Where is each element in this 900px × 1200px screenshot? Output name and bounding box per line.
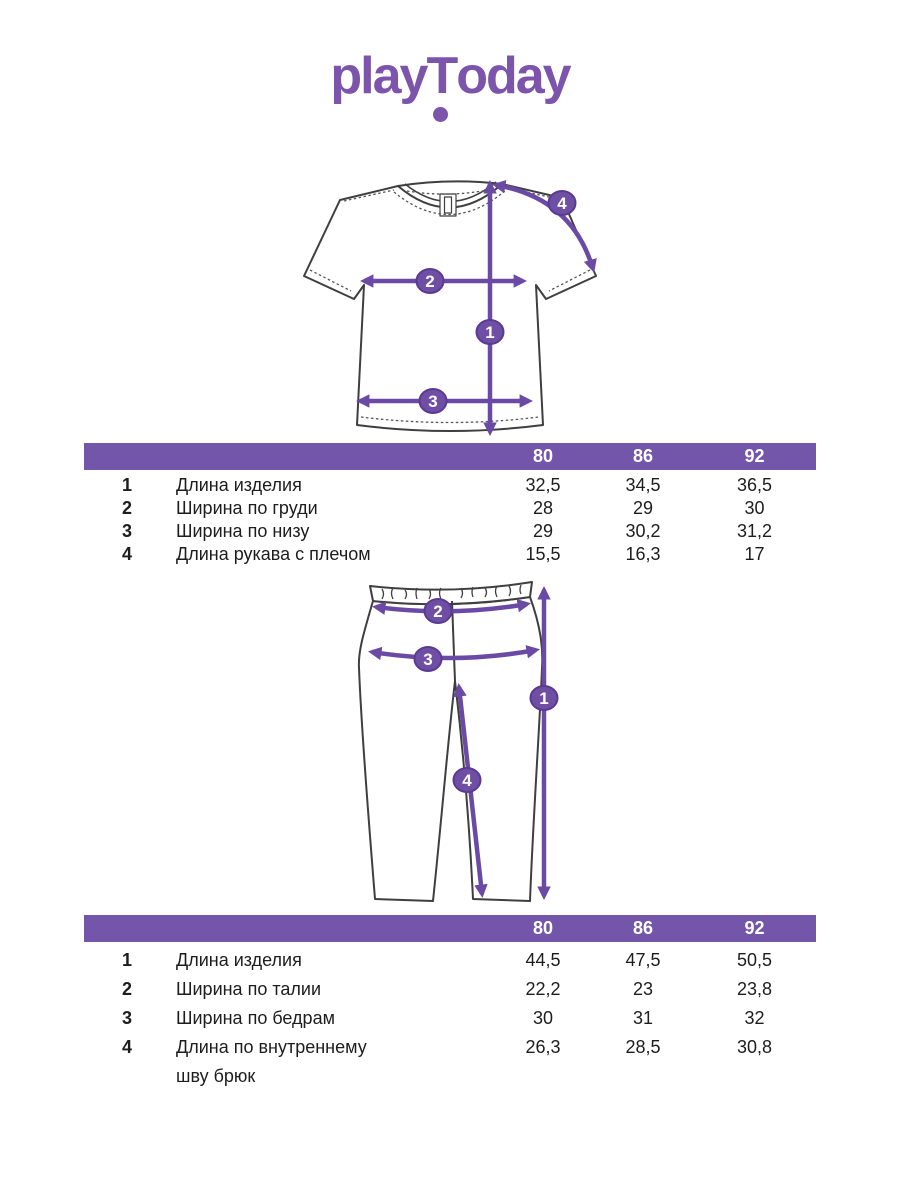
row-label: Длина изделия xyxy=(176,950,302,970)
value-cell: 23,8 xyxy=(736,979,773,999)
brand-logo xyxy=(0,46,900,106)
pants-badge-4 xyxy=(454,768,481,792)
value-cell: 29 xyxy=(532,521,554,541)
value-cell: 26,3 xyxy=(525,1037,561,1057)
value-cell: 28,5 xyxy=(625,1037,661,1057)
table-row xyxy=(84,520,816,543)
tshirt-badge-2 xyxy=(417,269,444,293)
size-col-80: 80 xyxy=(493,915,593,942)
row-label: Ширина по низу xyxy=(176,521,310,541)
pants-badge-3 xyxy=(415,647,442,671)
logo-text-oday: oday xyxy=(456,47,570,105)
row-label: Длина по внутреннему шву брюк xyxy=(176,1037,367,1086)
size-col-92: 92 xyxy=(693,915,816,942)
tshirt-badge-1 xyxy=(477,320,504,344)
value-cell: 32,5 xyxy=(525,475,561,495)
value-cell: 23 xyxy=(632,979,654,999)
row-label: Длина рукава с плечом xyxy=(176,544,371,564)
svg-text:1: 1 xyxy=(539,689,549,708)
row-label: Ширина по груди xyxy=(176,498,318,518)
value-cell: 36,5 xyxy=(736,475,773,495)
value-cell: 31 xyxy=(632,1008,654,1028)
header-spacer xyxy=(84,915,170,942)
tshirt-diagram xyxy=(280,170,620,448)
value-cell: 32 xyxy=(744,1008,765,1028)
pants-table-header-row xyxy=(84,915,816,942)
table-row xyxy=(84,975,816,1004)
value-cell: 16,3 xyxy=(625,544,661,564)
row-number: 2 xyxy=(121,979,132,999)
value-cell: 22,2 xyxy=(525,979,561,999)
pants-badge-1 xyxy=(531,686,558,710)
tshirt-table-header-row xyxy=(84,443,816,470)
row-number: 3 xyxy=(121,1008,132,1028)
header-spacer xyxy=(84,443,170,470)
pants-outline xyxy=(359,582,542,901)
svg-text:3: 3 xyxy=(423,650,433,669)
row-label: Ширина по бедрам xyxy=(176,1008,335,1028)
table-row xyxy=(84,497,816,520)
value-cell: 17 xyxy=(744,544,765,564)
svg-text:4: 4 xyxy=(462,771,472,790)
pants-badge-2 xyxy=(425,599,452,623)
value-cell: 47,5 xyxy=(625,950,661,970)
table-row xyxy=(84,1004,816,1033)
pants-size-table xyxy=(84,915,816,1091)
table-row xyxy=(84,543,816,566)
row-number: 4 xyxy=(121,544,132,564)
svg-text:2: 2 xyxy=(433,602,443,621)
value-cell: 30 xyxy=(532,1008,554,1028)
value-cell: 30,8 xyxy=(736,1037,773,1057)
row-number: 4 xyxy=(121,1037,132,1057)
tshirt-badge-3 xyxy=(420,389,447,413)
row-label: Длина изделия xyxy=(176,475,302,495)
size-col-92: 92 xyxy=(693,443,816,470)
value-cell: 28 xyxy=(532,498,554,518)
value-cell: 50,5 xyxy=(736,950,773,970)
value-cell: 15,5 xyxy=(525,544,561,564)
size-col-86: 86 xyxy=(593,915,693,942)
svg-text:3: 3 xyxy=(428,392,438,411)
size-col-86: 86 xyxy=(593,443,693,470)
value-cell: 29 xyxy=(632,498,654,518)
header-spacer xyxy=(170,443,493,470)
row-label: Ширина по талии xyxy=(176,979,321,999)
value-cell: 30 xyxy=(744,498,765,518)
table-row xyxy=(84,1033,816,1091)
value-cell: 44,5 xyxy=(525,950,561,970)
row-number: 1 xyxy=(121,475,132,495)
svg-text:1: 1 xyxy=(485,323,495,342)
value-cell: 30,2 xyxy=(625,521,661,541)
tshirt-size-table xyxy=(84,443,816,566)
row-number: 3 xyxy=(121,521,132,541)
tshirt-outline xyxy=(304,181,596,431)
svg-text:2: 2 xyxy=(425,272,435,291)
value-cell: 34,5 xyxy=(625,475,661,495)
row-number: 2 xyxy=(121,498,132,518)
tshirt-badge-4 xyxy=(549,191,576,215)
svg-text:4: 4 xyxy=(557,194,567,213)
header-spacer xyxy=(170,915,493,942)
logo-text-t: T xyxy=(426,47,457,105)
pants-diagram xyxy=(330,580,610,915)
row-number: 1 xyxy=(121,950,132,970)
logo-text-play: play xyxy=(330,47,427,105)
table-row xyxy=(84,470,816,497)
size-col-80: 80 xyxy=(493,443,593,470)
value-cell: 31,2 xyxy=(736,521,773,541)
table-row xyxy=(84,942,816,975)
